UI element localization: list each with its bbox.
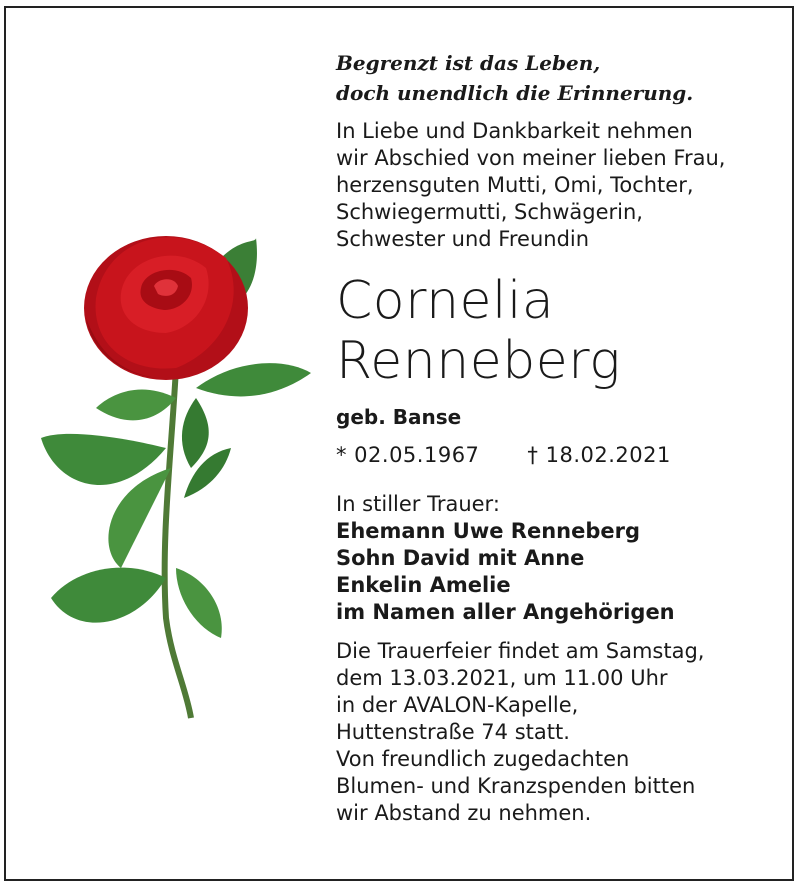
- funeral-info: [336, 638, 786, 827]
- death-date: † 18.02.2021: [527, 443, 671, 467]
- birth-date: * 02.05.1967: [336, 443, 480, 467]
- last-name: Renneberg: [336, 331, 621, 391]
- motto-line-1: Begrenzt ist das Leben,: [336, 51, 601, 75]
- funeral-line: in der AVALON-Kapelle,: [336, 693, 579, 717]
- mourning-heading: In stiller Trauer:: [336, 492, 500, 516]
- motto-line-2: doch unendlich die Erinnerung.: [336, 81, 694, 105]
- funeral-line: wir Abstand zu nehmen.: [336, 801, 592, 825]
- funeral-line: dem 13.03.2021, um 11.00 Uhr: [336, 666, 668, 690]
- red-rose-icon: [26, 198, 326, 728]
- maiden-name: geb. Banse: [336, 405, 462, 429]
- deceased-name: [336, 271, 786, 391]
- funeral-line: Huttenstraße 74 statt.: [336, 720, 570, 744]
- intro-line: wir Abschied von meiner lieben Frau,: [336, 146, 726, 170]
- mourning-section: [336, 491, 786, 626]
- intro-line: In Liebe und Dankbarkeit nehmen: [336, 119, 693, 143]
- intro-line: Schwester und Freundin: [336, 227, 590, 251]
- mourner: im Namen aller Angehörigen: [336, 600, 675, 624]
- funeral-line: Blumen- und Kranzspenden bitten: [336, 774, 696, 798]
- intro-text: [336, 118, 786, 253]
- mourner: Sohn David mit Anne: [336, 546, 585, 570]
- mourner: Enkelin Amelie: [336, 573, 511, 597]
- mourner: Ehemann Uwe Renneberg: [336, 519, 641, 543]
- intro-line: Schwiegermutti, Schwägerin,: [336, 200, 643, 224]
- obituary-frame: [4, 6, 794, 881]
- motto: [336, 48, 786, 108]
- obituary-text: [336, 48, 786, 827]
- funeral-line: Die Trauerfeier findet am Samstag,: [336, 639, 705, 663]
- funeral-line: Von freundlich zugedachten: [336, 747, 630, 771]
- first-name: Cornelia: [336, 271, 555, 331]
- life-dates: [336, 443, 786, 467]
- intro-line: herzensguten Mutti, Omi, Tochter,: [336, 173, 694, 197]
- mourners-list: [336, 518, 786, 626]
